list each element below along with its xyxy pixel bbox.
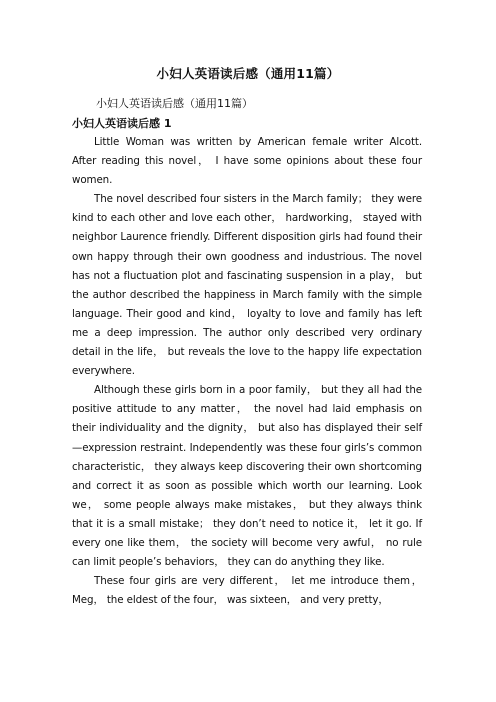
document-body: [72, 133, 422, 610]
paragraph: Although these girls born in a poor family， but they all had the positive attitude to any matter， the novel had laid emphasis on their individuality and the dignity， but also has displayed their self—expression restraint. Independently was these four girls’s common characteristic， they always keep discovering their own shortcoming and correct it as soon as possible which worth our learning. Look we， some people always make mistakes， but they always think that it is a small mistake； they don’t need to notice it， let it go. If every one like them， the society will become very awful， no rule can limit people’s behaviors， they can do anything they like.: [72, 384, 422, 569]
document-title: 小妇人英语读后感（通用11篇）: [156, 66, 340, 81]
paragraph: These four girls are very different， let me introduce them， Meg， the eldest of the four， was sixteen， and very pretty，: [72, 575, 422, 607]
paragraph: The novel described four sisters in the March family； they were kind to each other and love each other， hardworking， stayed with neighbor Laurence friendly. Different disposition girls had found their own happy through their own goodness and industrious. The novel has not a fluctuation plot and fascinating suspension in a play， but the author described the happiness in March family with the simple language. Their good and kind， loyalty to love and family has left me a deep impression. The author only described very ordinary detail in the life， but reveals the love to the happy life expectation everywhere.: [72, 193, 422, 378]
section-heading: 小妇人英语读后感 1: [72, 117, 172, 130]
document-subtitle: 小妇人英语读后感（通用11篇）: [96, 97, 253, 110]
paragraph: Little Woman was written by American female writer Alcott. After reading this novel， I have some opinions about these four women.: [72, 136, 422, 187]
